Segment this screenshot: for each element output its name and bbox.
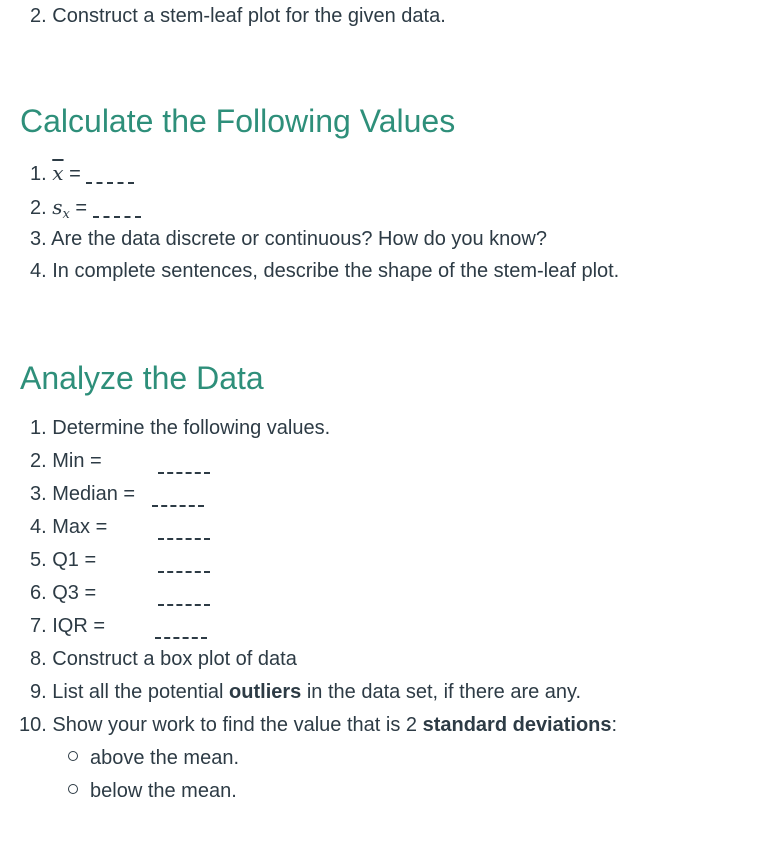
list-number: 5. — [30, 549, 47, 571]
sublist-item-above — [68, 746, 239, 770]
question-text: : — [611, 714, 618, 736]
list-number: 10. — [19, 714, 47, 736]
list-number: 2. — [30, 5, 47, 27]
subitem-text: below the mean. — [90, 780, 237, 802]
list-item-median — [30, 482, 135, 506]
question-text: In complete sentences, describe the shape of the stem-leaf plot. — [52, 260, 620, 282]
answer-blank — [158, 470, 210, 474]
list-item-q3 — [30, 581, 96, 605]
question-text: Are the data discrete or continuous? How do you know? — [51, 228, 547, 250]
answer-blank — [155, 635, 207, 639]
question-text: Construct a box plot of data — [52, 648, 297, 670]
list-item-mean — [30, 161, 134, 186]
list-item-min — [30, 449, 102, 473]
list-number: 6. — [30, 582, 47, 604]
list-item-shape — [30, 259, 619, 283]
list-item-iqr — [30, 614, 105, 638]
stddev-symbol: s — [52, 195, 63, 219]
circle-bullet-icon — [68, 784, 78, 794]
value-label: IQR = — [52, 615, 106, 637]
value-label: Max = — [52, 516, 108, 538]
list-number: 4. — [30, 516, 47, 538]
answer-blank — [86, 180, 134, 184]
stddev-subscript: x — [62, 207, 70, 222]
sublist-item-below — [68, 779, 237, 803]
circle-bullet-icon — [68, 751, 78, 761]
list-number: 8. — [30, 648, 47, 670]
section-heading-calculate: Calculate the Following Values — [20, 103, 456, 139]
list-item-stddev-work — [19, 713, 617, 737]
list-item-max — [30, 515, 107, 539]
list-number: 2. — [30, 197, 47, 219]
list-number: 9. — [30, 681, 47, 703]
list-number: 7. — [30, 615, 47, 637]
bold-term: outliers — [229, 681, 302, 703]
question-text: List all the potential — [52, 681, 224, 703]
answer-blank — [158, 536, 210, 540]
list-number: 3. — [30, 483, 47, 505]
list-number: 1. — [30, 417, 47, 439]
subitem-text: above the mean. — [90, 747, 239, 769]
mean-symbol: $\overline{x}$ — [52, 161, 64, 185]
bold-term: standard deviations — [422, 714, 612, 736]
equals-sign: = — [75, 197, 88, 219]
list-number: 1. — [30, 163, 47, 185]
intro-line — [30, 4, 446, 28]
list-number: 2. — [30, 450, 47, 472]
list-number: 3. — [30, 228, 47, 250]
list-item-boxplot — [30, 647, 297, 671]
answer-blank — [152, 503, 204, 507]
answer-blank — [158, 602, 210, 606]
section-heading-analyze: Analyze the Data — [20, 360, 264, 396]
list-item-determine — [30, 416, 330, 440]
list-number: 4. — [30, 260, 47, 282]
question-text: Determine the following values. — [52, 417, 331, 439]
answer-blank — [93, 214, 141, 218]
list-item-q1 — [30, 548, 96, 572]
question-text: Show your work to find the value that is 2 — [52, 714, 418, 736]
question-text: in the data set, if there are any. — [306, 681, 582, 703]
value-label: Median = — [52, 483, 136, 505]
intro-text: Construct a stem-leaf plot for the given data. — [52, 5, 446, 27]
equals-sign: = — [69, 163, 81, 185]
list-item-stddev — [30, 195, 141, 227]
value-label: Q1 = — [52, 549, 97, 571]
value-label: Q3 = — [52, 582, 97, 604]
value-label: Min = — [52, 450, 102, 472]
list-item-outliers — [30, 680, 581, 704]
answer-blank — [158, 569, 210, 573]
list-item-discrete — [30, 227, 547, 251]
